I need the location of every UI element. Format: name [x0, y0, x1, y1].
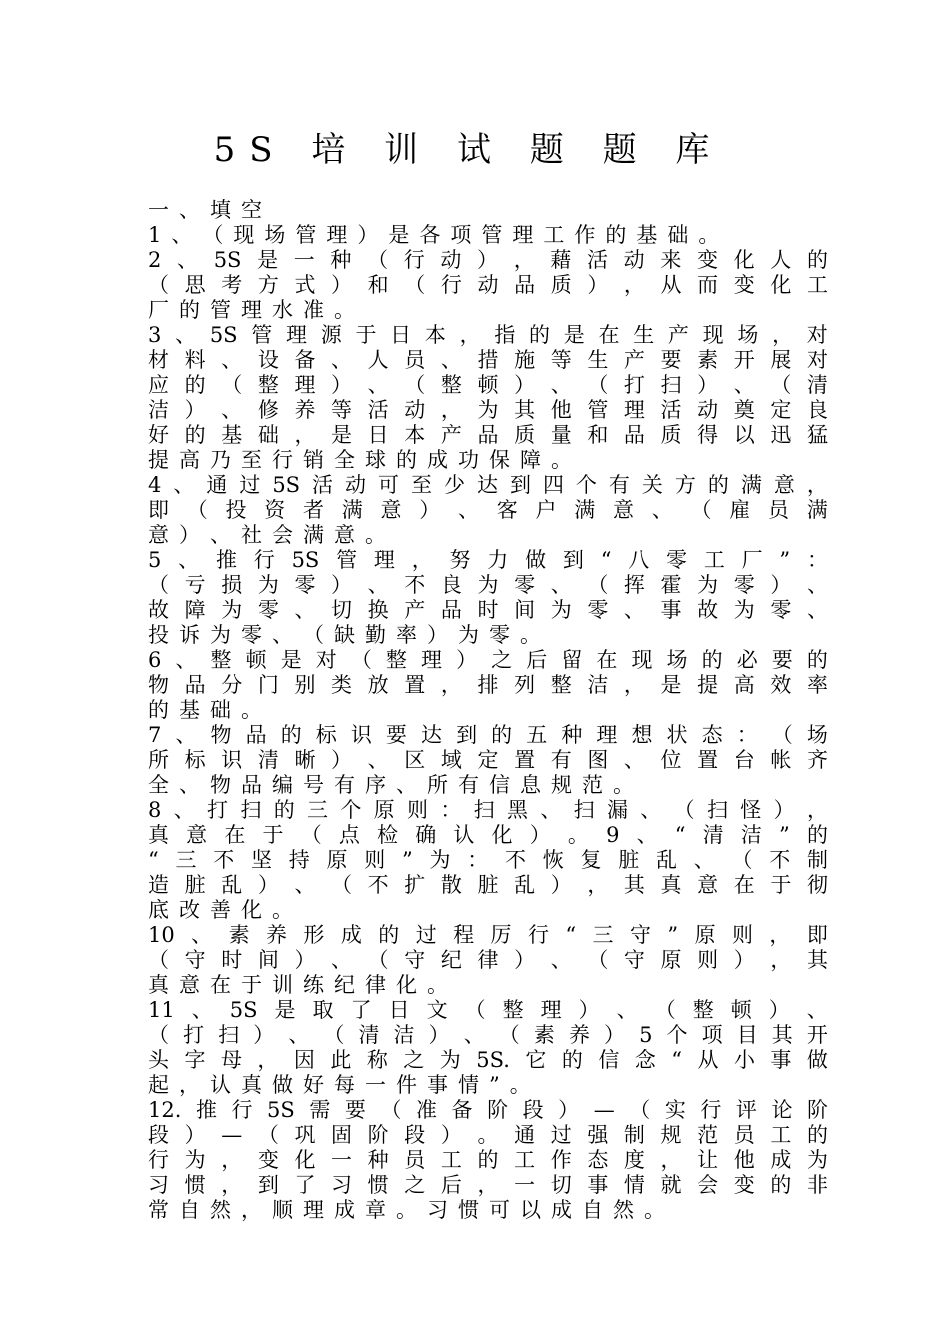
text-line: 4 、 通 过 5S 活 动 可 至 少 达 到 四 个 有 关 方 的 满 意 ， — [148, 473, 828, 497]
text-line: 好 的 基 础 ， 是 日 本 产 品 质 量 和 品 质 得 以 迅 猛 — [148, 423, 828, 447]
text-line: 7 、 物 品 的 标 识 要 达 到 的 五 种 理 想 状 态 ： （ 场 — [148, 723, 828, 747]
text-line: 材 料 、 设 备 、 人 员 、 措 施 等 生 产 要 素 开 展 对 — [148, 348, 828, 372]
text-line: 常 自 然 ， 顺 理 成 章 。 习 惯 可 以 成 自 然 。 — [148, 1198, 665, 1222]
text-line: 习 惯 ， 到 了 习 惯 之 后 ， 一 切 事 情 就 会 变 的 非 — [148, 1173, 828, 1197]
text-line: 的 基 础 。 — [148, 698, 262, 722]
text-line: 头 字 母 ， 因 此 称 之 为 5S. 它 的 信 念 “ 从 小 事 做 — [148, 1048, 828, 1072]
text-line: 起 ， 认 真 做 好 每 一 件 事 情 ” 。 — [148, 1073, 531, 1097]
text-line: 8 、 打 扫 的 三 个 原 则 ： 扫 黑 、 扫 漏 、 （ 扫 怪 ） ， — [148, 798, 828, 822]
text-line: 一 、 填 空 — [148, 198, 262, 222]
text-line: 段 ） — （ 巩 固 阶 段 ） 。 通 过 强 制 规 范 员 工 的 — [148, 1123, 828, 1147]
text-line: 所 标 识 清 晰 ） 、 区 域 定 置 有 图 、 位 置 台 帐 齐 — [148, 748, 828, 772]
text-line: 5 、 推 行 5S 管 理 ， 努 力 做 到 “ 八 零 工 厂 ” ： — [148, 548, 828, 572]
text-line: 厂 的 管 理 水 准 。 — [148, 298, 355, 322]
text-line: 意 ） 、 社 会 满 意 。 — [148, 523, 386, 547]
text-line: 真 意 在 于 训 练 纪 律 化 。 — [148, 973, 448, 997]
text-line: 6 、 整 顿 是 对 （ 整 理 ） 之 后 留 在 现 场 的 必 要 的 — [148, 648, 828, 672]
text-line: 投 诉 为 零 、 （ 缺 勤 率 ） 为 零 。 — [148, 623, 541, 647]
text-line: “ 三 不 坚 持 原 则 ” 为 ： 不 恢 复 脏 乱 、 （ 不 制 — [148, 848, 828, 872]
document-title: 5S 培 训 试 题 题 库 — [213, 130, 724, 170]
text-line: 底 改 善 化 。 — [148, 898, 293, 922]
text-line: （ 守 时 间 ） 、 （ 守 纪 律 ） 、 （ 守 原 则 ） ， 其 — [148, 948, 828, 972]
text-line: 真 意 在 于 （ 点 检 确 认 化 ） 。 9 、 “ 清 洁 ” 的 — [148, 823, 828, 847]
text-line: 2 、 5S 是 一 种 （ 行 动 ） ， 藉 活 动 来 变 化 人 的 — [148, 248, 828, 272]
text-line: 造 脏 乱 ） 、 （ 不 扩 散 脏 乱 ） ， 其 真 意 在 于 彻 — [148, 873, 828, 897]
text-line: 全 、 物 品 编 号 有 序 、 所 有 信 息 规 范 。 — [148, 773, 634, 797]
text-line: 12. 推 行 5S 需 要 （ 准 备 阶 段 ） — （ 实 行 评 论 阶 — [148, 1098, 828, 1122]
text-line: 物 品 分 门 别 类 放 置 ， 排 列 整 洁 ， 是 提 高 效 率 — [148, 673, 828, 697]
text-line: （ 亏 损 为 零 ） 、 不 良 为 零 、 （ 挥 霍 为 零 ） 、 — [148, 573, 828, 597]
text-line: 洁 ） 、 修 养 等 活 动 ， 为 其 他 管 理 活 动 奠 定 良 — [148, 398, 828, 422]
text-line: 故 障 为 零 、 切 换 产 品 时 间 为 零 、 事 故 为 零 、 — [148, 598, 828, 622]
document-body — [148, 198, 828, 1223]
text-line: 1 、 （ 现 场 管 理 ） 是 各 项 管 理 工 作 的 基 础 。 — [148, 223, 720, 247]
text-line: （ 思 考 方 式 ） 和 （ 行 动 品 质 ） ， 从 而 变 化 工 — [148, 273, 828, 297]
text-line: 3 、 5S 管 理 源 于 日 本 ， 指 的 是 在 生 产 现 场 ， 对 — [148, 323, 828, 347]
text-line: 即 （ 投 资 者 满 意 ） 、 客 户 满 意 、 （ 雇 员 满 — [148, 498, 828, 522]
text-line: 行 为 ， 变 化 一 种 员 工 的 工 作 态 度 ， 让 他 成 为 — [148, 1148, 828, 1172]
text-line: 提 高 乃 至 行 销 全 球 的 成 功 保 障 。 — [148, 448, 572, 472]
text-line: 10 、 素 养 形 成 的 过 程 厉 行 “ 三 守 ” 原 则 ， 即 — [148, 923, 828, 947]
text-line: 11 、 5S 是 取 了 日 文 （ 整 理 ） 、 （ 整 顿 ） 、 — [148, 998, 828, 1022]
text-line: 应 的 （ 整 理 ） 、 （ 整 顿 ） 、 （ 打 扫 ） 、 （ 清 — [148, 373, 828, 397]
text-line: （ 打 扫 ） 、 （ 清 洁 ） 、 （ 素 养 ） 5 个 项 目 其 开 — [148, 1023, 828, 1047]
